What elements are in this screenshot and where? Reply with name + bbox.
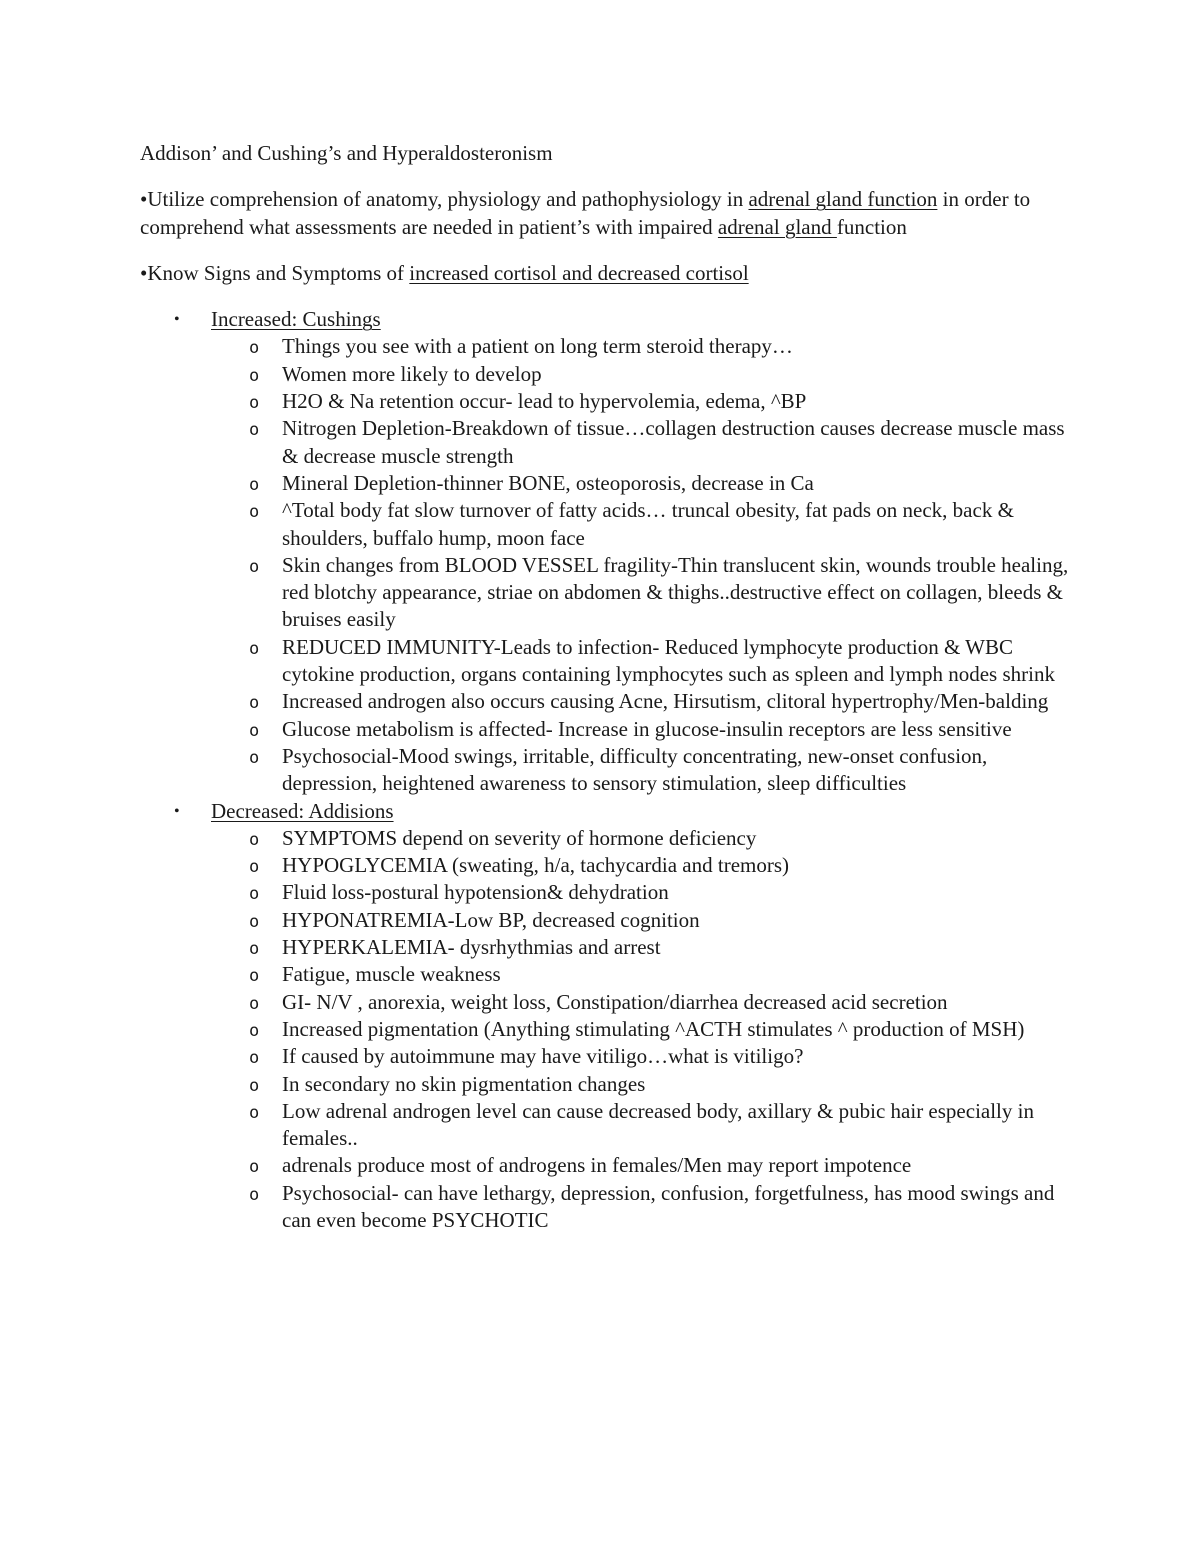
list-item-text: Psychosocial-Mood swings, irritable, difficulty concentrating, new-onset confusion, depression, heightened awareness to sensory stimulation, sleep difficulties [282,743,988,796]
list-item [211,688,1070,715]
circle-bullet-icon: o [249,1184,260,1205]
circle-bullet-icon: o [249,556,260,577]
list-item-text: Mineral Depletion-thinner BONE, osteoporosis, decrease in Ca [282,470,814,495]
circle-bullet-icon: o [249,474,260,495]
list-item-text: Increased androgen also occurs causing Acne, Hirsutism, clitoral hypertrophy/Men-balding [282,689,1049,714]
list-item [211,1152,1070,1179]
circle-bullet-icon: o [249,911,260,932]
circle-bullet-icon: o [249,720,260,741]
list-item-text: H2O & Na retention occur- lead to hypervolemia, edema, ^BP [282,389,807,414]
list-item-text: Increased pigmentation (Anything stimulating ^ACTH stimulates ^ production of MSH) [282,1016,1025,1041]
list-item [211,934,1070,961]
list-item [211,497,1070,552]
circle-bullet-icon: o [249,1157,260,1178]
list-item-text: HYPOGLYCEMIA (sweating, h/a, tachycardia and tremors) [282,853,790,878]
list-item [211,879,1070,906]
section-addisons [140,798,1070,1235]
circle-bullet-icon: o [249,338,260,359]
circle-bullet-icon: o [249,393,260,414]
circle-bullet-icon: o [249,693,260,714]
objective-anatomy-text-middle: in order to comprehend what assessments are needed in patient’s with impaired [140,187,1031,239]
objective-signs-symptoms [140,260,1070,287]
circle-bullet-icon: o [249,884,260,905]
circle-bullet-icon: o [249,829,260,850]
circle-bullet-icon: o [249,747,260,768]
list-item-text: Low adrenal androgen level can cause decreased body, axillary & pubic hair especially in females.. [282,1098,1034,1151]
symptom-list [211,825,1070,1234]
circle-bullet-icon: o [249,1020,260,1041]
circle-bullet-icon: o [249,966,260,987]
list-item-text: HYPERKALEMIA- dysrhythmias and arrest [282,935,661,960]
list-item [211,1071,1070,1098]
circle-bullet-icon: o [249,420,260,441]
objective-anatomy-text-end: function [836,214,907,239]
list-item [211,1098,1070,1153]
circle-bullet-icon: o [249,1048,260,1069]
list-item [211,634,1070,689]
list-item-text: Women more likely to develop [282,361,542,386]
underlined-adrenal-gland-function: adrenal gland function [748,187,938,212]
list-item-text: Skin changes from BLOOD VESSEL fragility-Thin translucent skin, wounds trouble healing, red blotchy appearance, striae on abdomen & thighs..destructive effect on collagen, bleeds & bruises easily [282,552,1069,632]
circle-bullet-icon: o [249,502,260,523]
symptom-list [211,333,1070,797]
list-item [211,743,1070,798]
circle-bullet-icon: o [249,939,260,960]
circle-bullet-icon: o [249,365,260,386]
bullet-icon: • [174,311,180,329]
circle-bullet-icon: o [249,857,260,878]
list-item [211,1016,1070,1043]
objective-anatomy [140,186,1070,241]
list-item [211,1180,1070,1235]
list-item [211,825,1070,852]
section-cushings [140,306,1070,797]
circle-bullet-icon: o [249,638,260,659]
list-item-text: REDUCED IMMUNITY-Leads to infection- Reduced lymphocyte production & WBC cytokine production, organs containing lymphocytes such as spleen and lymph nodes shrink [282,634,1055,687]
list-item-text: HYPONATREMIA-Low BP, decreased cognition [282,907,700,932]
circle-bullet-icon: o [249,1102,260,1123]
symptom-sections-list [140,306,1070,1234]
list-item-text: Psychosocial- can have lethargy, depression, confusion, forgetfulness, has mood swings and can even become PSYCHOTIC [282,1180,1055,1232]
document-title: Addison’ and Cushing’s and Hyperaldosteronism [140,141,553,165]
list-item-text: SYMPTOMS depend on severity of hormone deficiency [282,825,757,850]
objective-anatomy-text: •Utilize comprehension of anatomy, physiology and pathophysiology in [140,187,749,212]
list-item [211,552,1070,634]
list-item-text: Fatigue, muscle weakness [282,962,501,987]
list-item-text: ^Total body fat slow turnover of fatty acids… truncal obesity, fat pads on neck, back & shoulders, buffalo hump, moon face [282,498,1014,550]
bullet-icon: • [174,802,180,820]
list-item-text: If caused by autoimmune may have vitiligo…what is vitiligo? [282,1044,804,1069]
list-item [211,388,1070,415]
list-item-text: GI- N/V , anorexia, weight loss, Constipation/diarrhea decreased acid secretion [282,989,948,1014]
list-item-text: Nitrogen Depletion-Breakdown of tissue…collagen destruction causes decrease muscle mass & decrease muscle strength [282,416,1065,468]
document-page [140,140,1070,1234]
list-item [211,907,1070,934]
section-heading: Decreased: Addisions [211,798,394,823]
list-item [211,333,1070,360]
list-item [211,1043,1070,1070]
list-item-text: Glucose metabolism is affected- Increase in glucose-insulin receptors are less sensitive [282,716,1012,741]
list-item-text: In secondary no skin pigmentation changes [282,1071,646,1096]
list-item [211,852,1070,879]
objective-signs-text: •Know Signs and Symptoms of [140,260,410,285]
list-item [211,361,1070,388]
list-item [211,716,1070,743]
list-item-text: adrenals produce most of androgens in females/Men may report impotence [282,1153,912,1178]
underlined-cortisol-phrase: increased cortisol and decreased cortisol [409,260,749,285]
circle-bullet-icon: o [249,1075,260,1096]
section-heading: Increased: Cushings [211,307,381,332]
list-item-text: Things you see with a patient on long term steroid therapy… [282,334,793,359]
list-item [211,415,1070,470]
underlined-adrenal-gland: adrenal gland [717,214,837,239]
list-item-text: Fluid loss-postural hypotension& dehydration [282,880,669,905]
list-item [211,989,1070,1016]
list-item [211,470,1070,497]
list-item [211,961,1070,988]
circle-bullet-icon: o [249,993,260,1014]
